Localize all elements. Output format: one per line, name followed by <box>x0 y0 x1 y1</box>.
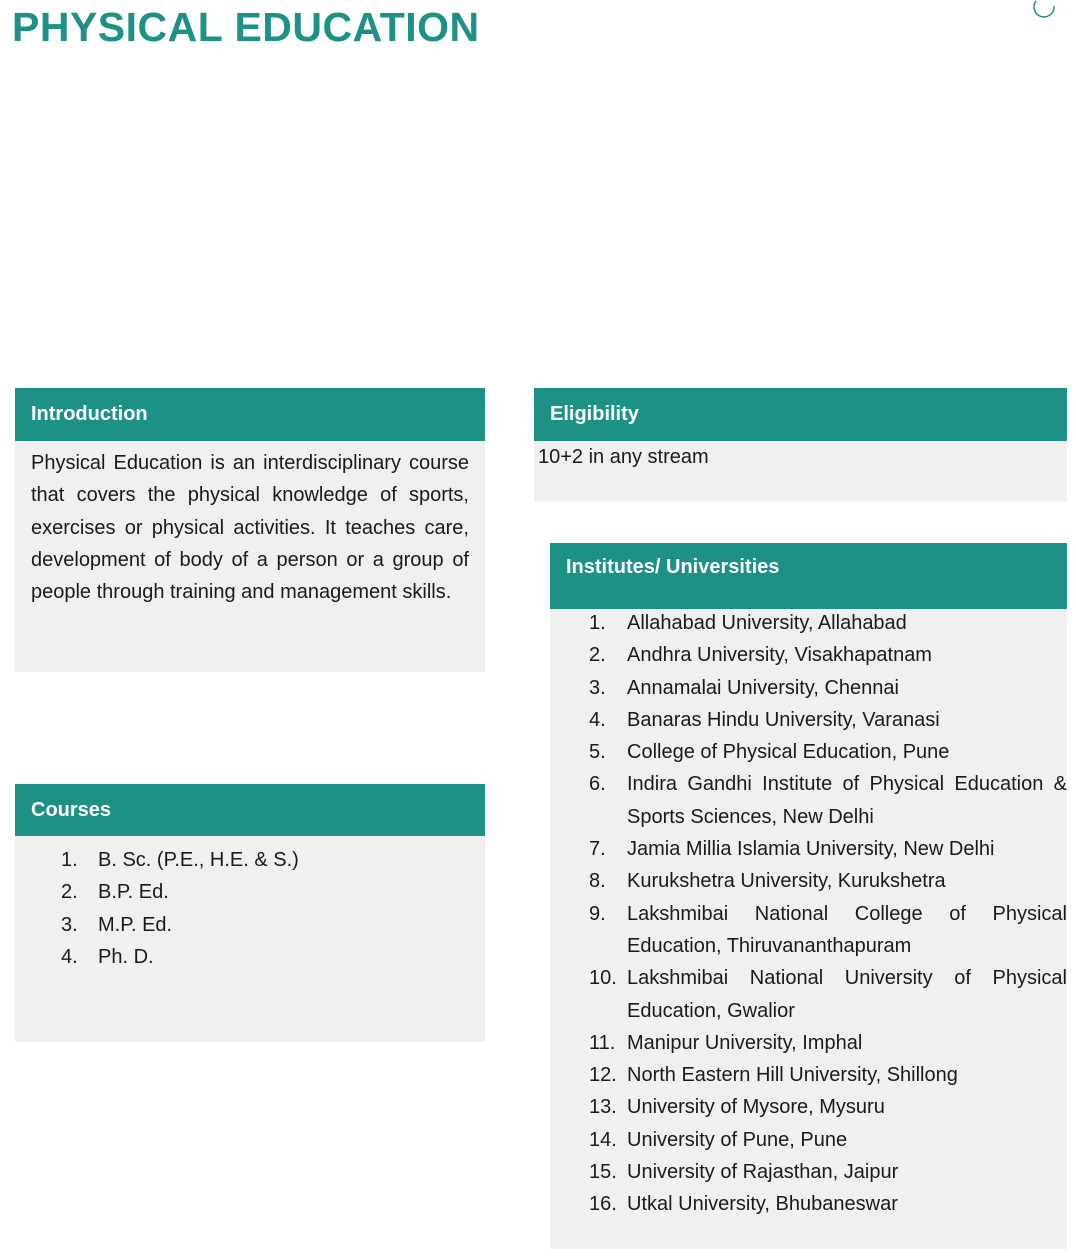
course-item <box>61 941 485 973</box>
list-item-number: 4. <box>589 708 606 731</box>
list-item-text: B. Sc. (P.E., H.E. & S.) <box>98 849 299 871</box>
list-item-number: 8. <box>589 870 606 893</box>
list-item-text: Kurukshetra University, Kurukshetra <box>627 870 946 893</box>
courses-heading: Courses <box>15 784 485 836</box>
list-item-number: 3. <box>61 913 78 936</box>
institute-item <box>589 768 1067 833</box>
list-item-text: Indira Gandhi Institute of Physical Education & Sports Sciences, New Delhi <box>627 773 1067 828</box>
introduction-text: Physical Education is an interdisciplinary course that covers the physical knowledge of sports, exercises or physical activities. It teaches care, development of body of a person or a group of people through training and management skills. <box>31 452 469 604</box>
list-item-number: 16. <box>589 1193 617 1216</box>
eligibility-heading: Eligibility <box>534 388 1067 441</box>
courses-panel <box>15 784 485 1042</box>
institute-item <box>589 865 1067 897</box>
eligibility-panel <box>534 388 1067 502</box>
list-item-text: Andhra University, Visakhapatnam <box>627 644 932 667</box>
circle-arc-icon <box>1032 0 1058 18</box>
institute-item <box>589 639 1067 671</box>
institute-item <box>589 1027 1067 1059</box>
list-item-text: University of Rajasthan, Jaipur <box>627 1161 899 1184</box>
institute-item <box>589 672 1067 704</box>
institutes-list <box>550 607 1067 1221</box>
institute-item <box>589 1156 1067 1188</box>
page-title: PHYSICAL EDUCATION <box>12 4 480 50</box>
institute-item <box>589 607 1067 639</box>
list-item-text: University of Mysore, Mysuru <box>627 1096 885 1119</box>
course-item <box>61 909 485 941</box>
list-item-text: Jamia Millia Islamia University, New Delhi <box>627 838 995 861</box>
list-item-number: 2. <box>589 644 606 667</box>
list-item-number: 1. <box>61 849 78 871</box>
institute-item <box>589 736 1067 768</box>
list-item-number: 15. <box>589 1161 617 1184</box>
institute-item <box>589 962 1067 1027</box>
list-item-number: 11. <box>589 1031 616 1054</box>
list-item-number: 1. <box>589 612 606 634</box>
list-item-text: Allahabad University, Allahabad <box>627 612 907 634</box>
institutes-heading: Institutes/ Universities <box>550 543 1067 609</box>
list-item-number: 10. <box>589 967 617 990</box>
list-item-text: Ph. D. <box>98 945 154 968</box>
list-item-number: 12. <box>589 1064 617 1087</box>
list-item-text: Manipur University, Imphal <box>627 1031 863 1054</box>
institute-item <box>589 898 1067 963</box>
list-item-text: Annamalai University, Chennai <box>627 676 899 699</box>
institute-item <box>589 704 1067 736</box>
institute-item <box>589 833 1067 865</box>
list-item-number: 6. <box>589 773 606 796</box>
list-item-number: 13. <box>589 1096 617 1119</box>
list-item-number: 2. <box>61 881 78 904</box>
institute-item <box>589 1059 1067 1091</box>
institute-item <box>589 1188 1067 1220</box>
list-item-number: 5. <box>589 741 606 764</box>
list-item-text: B.P. Ed. <box>98 881 169 904</box>
courses-list <box>15 836 485 973</box>
list-item-text: M.P. Ed. <box>98 913 173 936</box>
introduction-panel <box>15 388 485 672</box>
institutes-panel <box>550 543 1067 1249</box>
introduction-heading: Introduction <box>15 388 485 441</box>
eligibility-text: 10+2 in any stream <box>538 446 709 468</box>
list-item-text: Lakshmibai National College of Physical Education, Thiruvananthapuram <box>627 902 1067 957</box>
list-item-number: 9. <box>589 902 606 925</box>
list-item-number: 4. <box>61 945 78 968</box>
institute-item <box>589 1124 1067 1156</box>
course-item <box>61 844 485 876</box>
list-item-text: University of Pune, Pune <box>627 1128 848 1151</box>
list-item-text: Banaras Hindu University, Varanasi <box>627 708 940 731</box>
list-item-number: 7. <box>589 838 606 861</box>
course-item <box>61 876 485 908</box>
list-item-text: Utkal University, Bhubaneswar <box>627 1193 898 1216</box>
institute-item <box>589 1091 1067 1123</box>
list-item-number: 3. <box>589 676 606 699</box>
list-item-text: Lakshmibai National University of Physical Education, Gwalior <box>627 967 1067 1022</box>
list-item-text: College of Physical Education, Pune <box>627 741 950 764</box>
list-item-text: North Eastern Hill University, Shillong <box>627 1064 958 1087</box>
list-item-number: 14. <box>589 1128 617 1151</box>
